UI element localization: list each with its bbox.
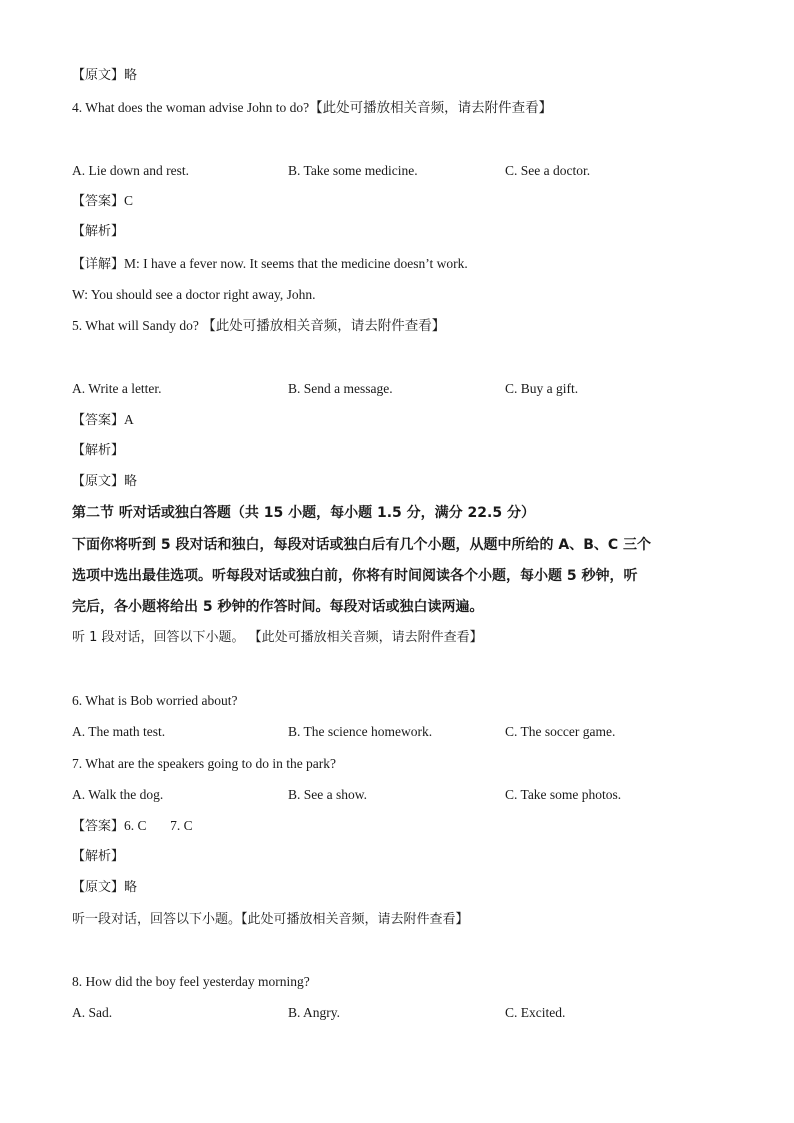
detail-label: 【详解】 [72, 257, 125, 272]
q8-option-b: B. Angry. [288, 1005, 341, 1020]
detail-w: W: You should see a doctor right away, John. [72, 287, 316, 302]
section-2-instruction: 完后，各小题将给出 5 秒钟的作答时间。每段对话或独白读两遍。 [72, 599, 484, 615]
q5-option-a: A. Write a letter. [72, 381, 162, 396]
answer-4 [72, 192, 133, 211]
answer-value: A [124, 412, 134, 427]
q8-option-a: A. Sad. [72, 1005, 113, 1020]
q4-option-a: A. Lie down and rest. [72, 163, 189, 178]
analysis-label: 【解析】 [72, 224, 125, 239]
question-8: 8. How did the boy feel yesterday morning? [72, 974, 310, 989]
answer-value: C [124, 193, 134, 208]
q7-option-b: B. See a show. [288, 787, 367, 802]
detail-m-text: M: I have a fever now. It seems that the medicine doesn’t work. [124, 256, 468, 271]
section-2-instruction: 下面你将听到 5 段对话和独白，每段对话或独白后有几个小题，从题中所给的 A、B、C 三个 [72, 537, 652, 553]
q5-option-b: B. Send a message. [288, 381, 393, 396]
question-5: 5. What will Sandy do? 【此处可播放相关音频，请去附件查看】 [72, 318, 446, 333]
question-4: 4. What does the woman advise John to do?【此处可播放相关音频，请去附件查看】 [72, 100, 553, 115]
answer-label: 【答案】 [72, 819, 125, 834]
answer-value: 6. C 7. C [124, 818, 193, 833]
q8-option-c: C. Excited. [505, 1005, 566, 1020]
analysis-label: 【解析】 [72, 443, 125, 458]
dialog-2-intro: 听一段对话，回答以下小题。【此处可播放相关音频，请去附件查看】 [72, 912, 469, 927]
answer-6-7 [72, 817, 193, 836]
original-text-omitted: 【原文】略 [72, 474, 138, 489]
q4-option-c: C. See a doctor. [505, 163, 591, 178]
q4-option-b: B. Take some medicine. [288, 163, 418, 178]
answer-5 [72, 411, 134, 430]
q5-option-c: C. Buy a gift. [505, 381, 579, 396]
detail-m [72, 255, 468, 274]
q7-option-a: A. Walk the dog. [72, 787, 164, 802]
section-2-title: 第二节 听对话或独白答题（共 15 小题，每小题 1.5 分，满分 22.5 分） [72, 505, 535, 521]
q7-option-c: C. Take some photos. [505, 787, 622, 802]
answer-label: 【答案】 [72, 413, 125, 428]
q6-option-b: B. The science homework. [288, 724, 433, 739]
dialog-1-intro: 听 1 段对话，回答以下小题。 【此处可播放相关音频，请去附件查看】 [72, 630, 483, 645]
question-7: 7. What are the speakers going to do in the park? [72, 756, 337, 771]
q6-option-a: A. The math test. [72, 724, 166, 739]
original-text-omitted: 【原文】略 [72, 880, 138, 895]
analysis-label: 【解析】 [72, 849, 125, 864]
question-6: 6. What is Bob worried about? [72, 693, 238, 708]
answer-label: 【答案】 [72, 194, 125, 209]
q6-option-c: C. The soccer game. [505, 724, 616, 739]
section-2-instruction: 选项中选出最佳选项。听每段对话或独白前，你将有时间阅读各个小题，每小题 5 秒钟，听 [72, 568, 638, 584]
original-text-omitted: 【原文】略 [72, 68, 138, 83]
